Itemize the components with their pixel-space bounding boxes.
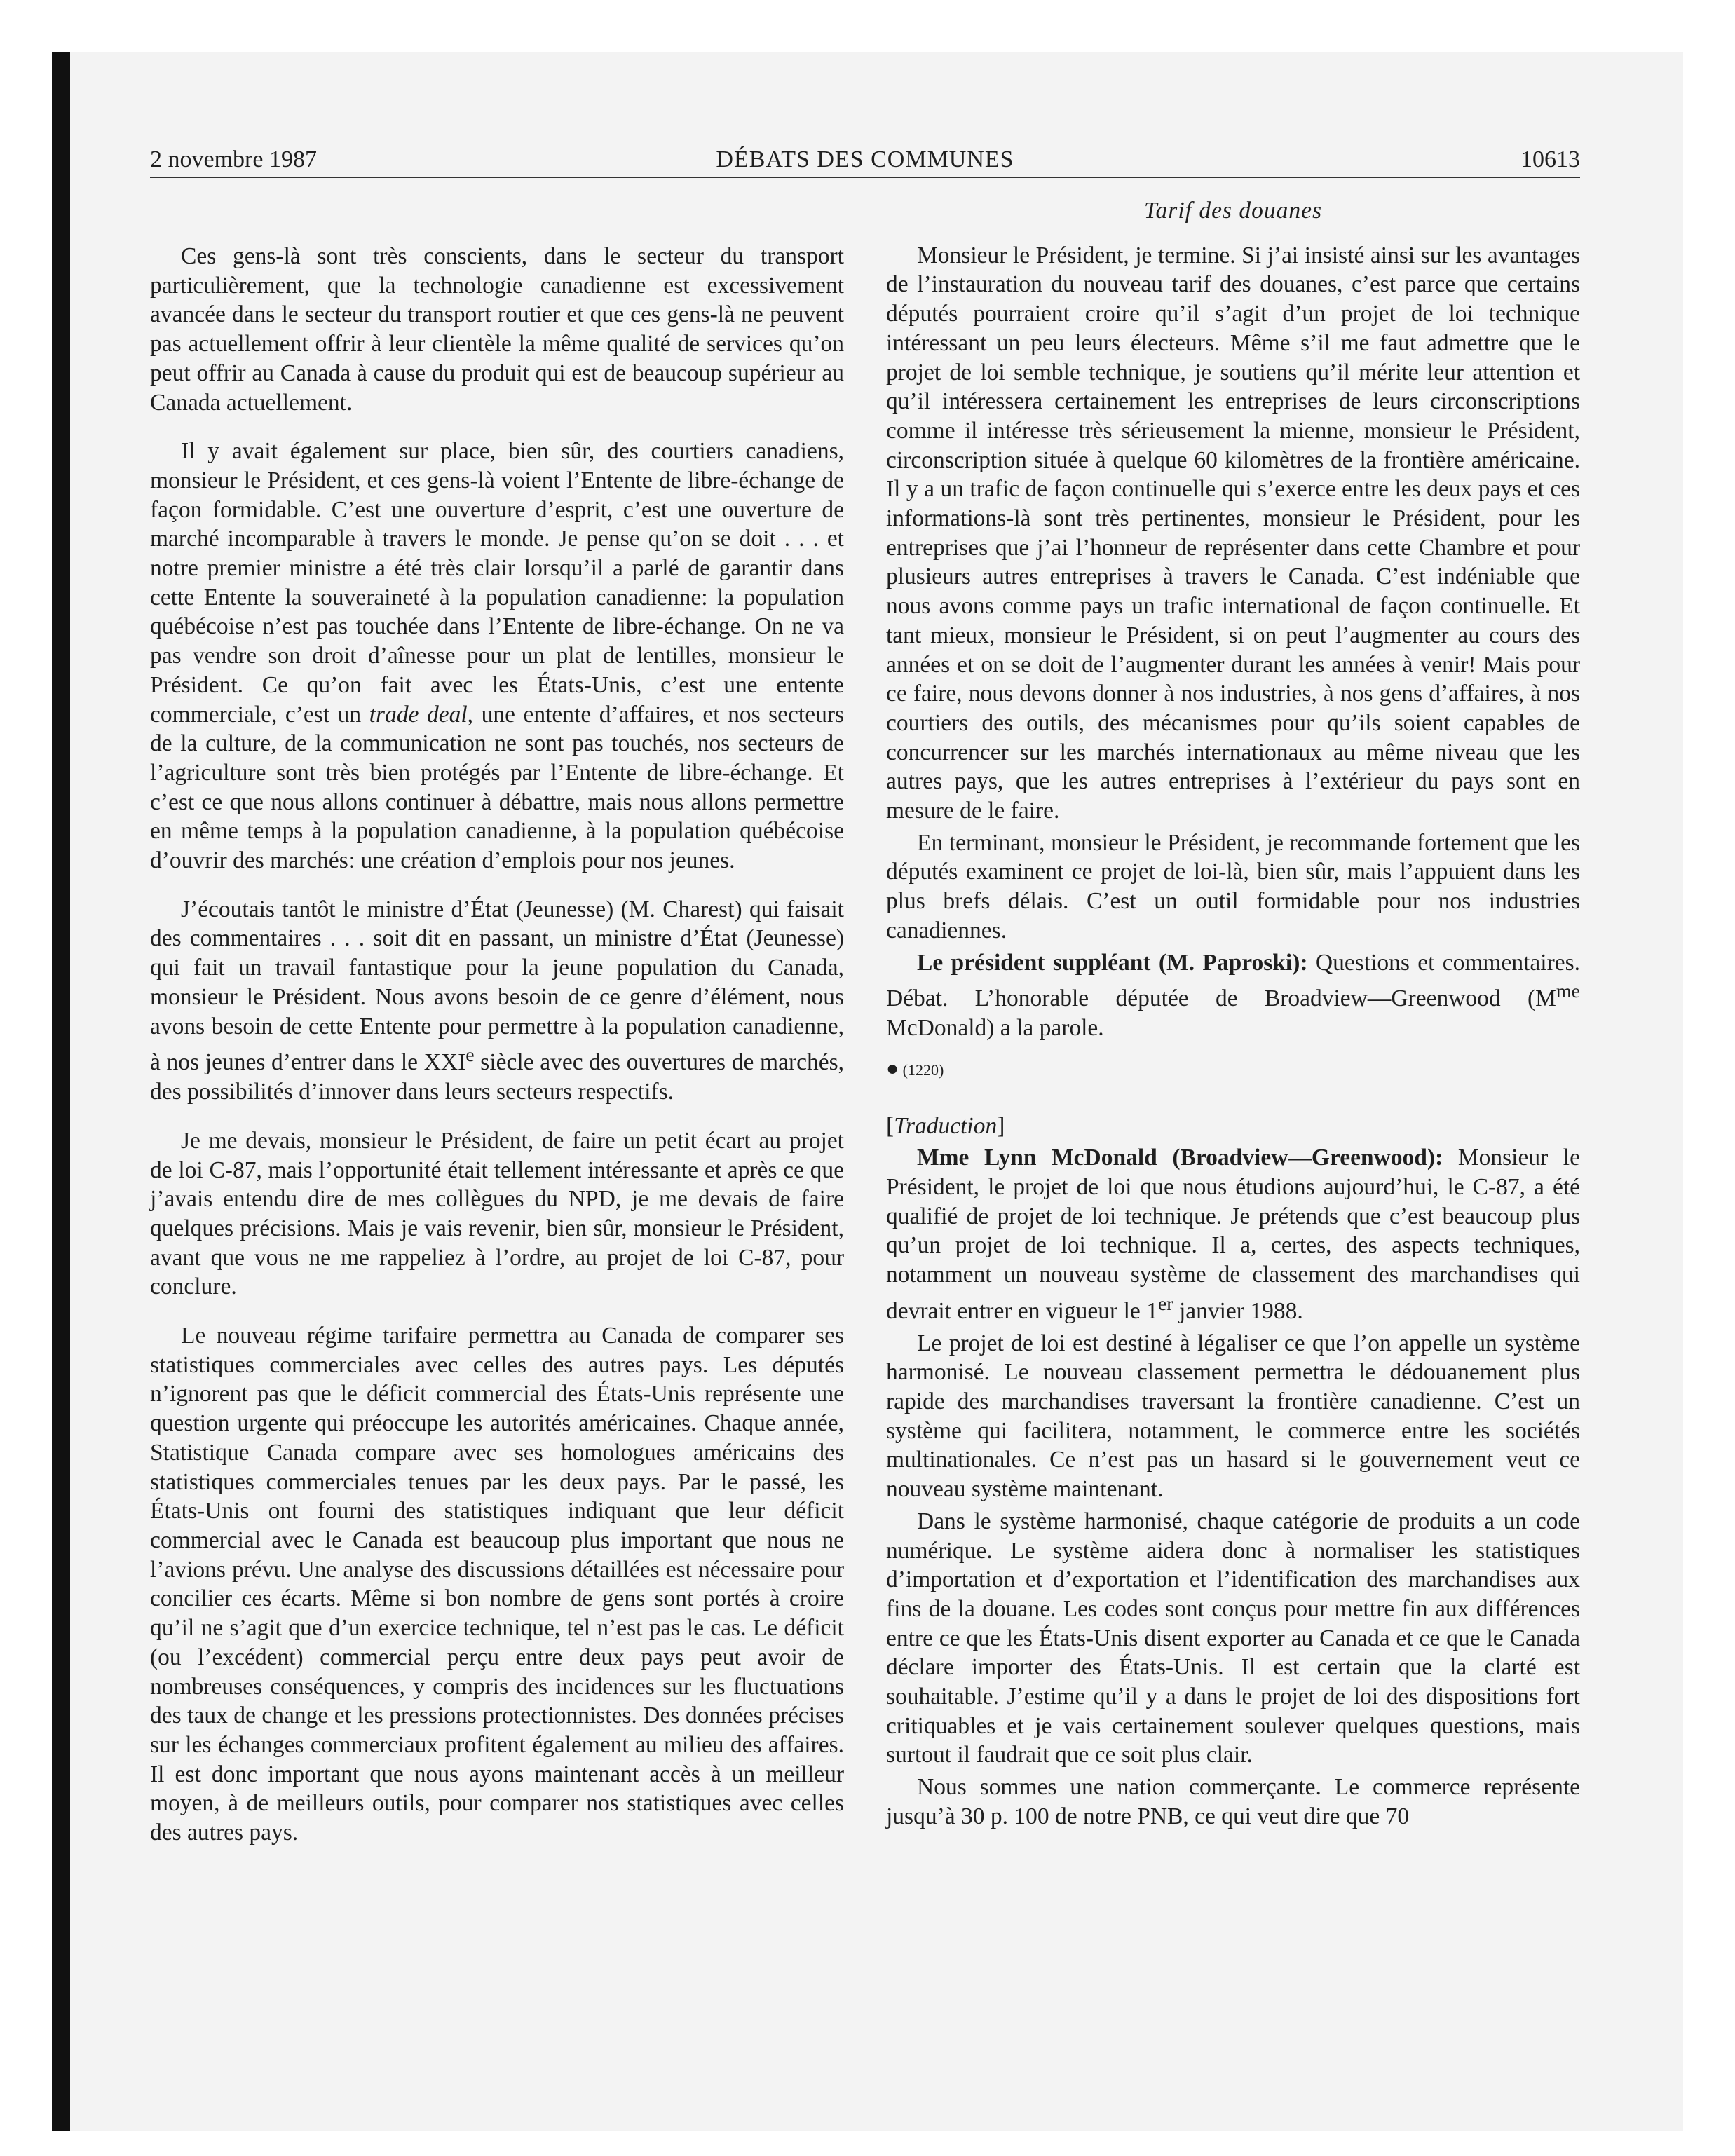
translation-note: [Traduction] (886, 1112, 1005, 1139)
text-run: Monsieur le Président, le projet de loi que nous étudions aujourd’hui, le C-87, a été qualifié de projet de loi technique. Je prétends que c’est beaucoup plus qu’un projet de loi technique. Il a, certes, des aspects techniques, notamment un nouveau système de classement des marchandises qui devrait entrer en vigueur le 1 (886, 1145, 1580, 1324)
translation-note-text: Traduction (894, 1112, 998, 1139)
paragraph: Le nouveau régime tarifaire permettra au Canada de comparer ses statistiques commerciales avec celles des autres pays. Les députés n’ignorent pas que le déficit commercial des États-Unis représente une question urgente qui préoccupe les autorités américaines. Chaque année, Statistique Canada compare avec ses homologues américains des statistiques commerciales tenues par les deux pays. Par le passé, les États-Unis ont fourni des statistiques indiquant que leur déficit commercial avec le Canada est beaucoup plus important que nous ne l’avions prévu. Une analyse des discussions détaillées est nécessaire pour concilier ces écarts. Même si bon nombre de gens sont portés à croire qu’il ne s’agit que d’un exercice technique, tel n’est pas le cas. Le déficit (ou l’excédent) commercial perçu entre deux pays peut avoir de nombreuses conséquences, y compris des incidences sur les fluctuations des taux de change et les pressions protectionnistes. Des données précises sur les échanges commerciaux profitent également au milieu des affaires. Il est donc important que nous ayons maintenant accès à un meilleur moyen, à de meilleurs outils, pour comparer nos statistiques avec celles des autres pays. (150, 1323, 844, 1846)
superscript: me (1556, 981, 1580, 1003)
left-column (150, 242, 844, 1848)
superscript: er (1157, 1292, 1173, 1315)
text-run: McDonald) a la parole. (886, 1015, 1104, 1042)
paragraph: Monsieur le Président, je termine. Si j’ai insisté ainsi sur les avantages de l’instauration du nouveau tarif des douanes, c’est parce que certains députés pourraient croire qu’il s’agit d’un projet de loi technique intéressant un peu leurs électeurs. Même s’il me faut admettre que le projet de loi semble technique, je soutiens qu’il mérite leur attention et qu’il intéressera certainement les entreprises de leurs circonscriptions comme il intéresse très sérieusement la mienne, monsieur le Président, circonscription située à quelque 60 kilomètres de la frontière américaine. Il y a un trafic de façon continuelle qui s’exerce entre les deux pays et ces informations-là sont très pertinentes, monsieur le Président, pour les entreprises que j’ai l’honneur de représenter dans cette Chambre et pour plusieurs autres entreprises à travers le Canada. C’est indéniable que nous avons comme pays un trafic international de façon continuelle. Et tant mieux, monsieur le Président, si on peut l’augmenter au cours des années et on se doit de l’augmenter durant les années à venir! Mais pour ce faire, nous devons donner à nos industries, à nos gens d’affaires, à nos courtiers des outils, des mécanismes pour qu’ils soient capables de concurrencer sur les marchés internationaux au même niveau que les autres pays, que les autres entreprises à l’extérieur du pays sont en mesure de le faire. (886, 242, 1580, 824)
speaker-name: Le président suppléant (M. Paproski): (917, 949, 1308, 976)
right-column (886, 196, 1580, 1831)
paragraph: Le projet de loi est destiné à légaliser ce que l’on appelle un système harmonisé. Le nouveau classement permettra le dédouanement plus rapide des marchandises traversant la frontière canadienne. C’est un système qui facilitera, notamment, le commerce entre les sociétés multinationales. Ce n’est pas un hasard si le gouvernement veut ce nouveau système maintenant. (886, 1330, 1580, 1503)
text-run: J’écoutais tantôt le ministre d’État (Jeunesse) (M. Charest) qui faisait des commentaires . . . soit dit en passant, un ministre d’État (Jeunesse) qui fait un travail fantastique pour la jeune population du Canada, monsieur le Président. Nous avons besoin de ce genre d’élément, nous avons besoin de cette Entente pour permettre à la population canadienne, à nos jeunes d’entrer dans le XXI (150, 896, 844, 1076)
text-run: , une entente d’affaires, et nos secteurs de la culture, de la communication ne sont pas touchés, nos secteurs de l’agriculture sont très bien protégés par l’Entente de libre-échange. Et c’est ce que nous allons continuer à débattre, mais nous allons permettre en même temps à la population canadienne, à la population québécoise d’ouvrir des marchés: une création d’emplois pour nos jeunes. (150, 701, 845, 874)
speaker-name: Mme Lynn McDonald (Broadview—Greenwood): (917, 1145, 1443, 1171)
paragraph: En terminant, monsieur le Président, je recommande fortement que les députés examinent ce projet de loi-là, bien sûr, mais l’appuient dans les plus brefs délais. C’est un outil formidable pour nos industries canadiennes. (886, 829, 1580, 943)
paragraph: Je me devais, monsieur le Président, de faire un petit écart au projet de loi C-87, mais l’opportunité était tellement intéressante et après ce que j’avais entendu dire de mes collègues du NPD, je me devais de faire quelques précisions. Mais je vais revenir, bien sûr, monsieur le Président, avant que vous ne me rappeliez à l’ordre, au projet de loi C-87, pour conclure. (150, 1127, 844, 1300)
text-run: Il y avait également sur place, bien sûr, des courtiers canadiens, monsieur le Président, et ces gens-là voient l’Entente de libre-échange de façon formidable. C’est une ouverture d’esprit, c’est une ouverture de marché incomparable à travers le monde. Je pense qu’on se doit . . . et notre premier ministre a été très clair lorsqu’il a parlé de garantir dans cette Entente la souveraineté à la population canadienne: la population québécoise n’est pas touchée dans l’Entente de libre-échange. On ne va pas vendre son droit d’aînesse pour un plat de lentilles, monsieur le Président. Ce qu’on fait avec les États-Unis, c’est une entente commerciale, c’est un (150, 438, 844, 728)
binding-edge (52, 52, 70, 2131)
emphasis-text: trade deal (369, 701, 468, 728)
superscript: e (465, 1044, 475, 1067)
paragraph: Nous sommes une nation commerçante. Le commerce représente jusqu’à 30 p. 100 de notre PNB, ce qui veut dire que 70 (886, 1774, 1580, 1829)
time-marker (886, 1054, 1580, 1085)
header-title: DÉBATS DES COMMUNES (716, 146, 1014, 172)
paragraph: Ces gens-là sont très conscients, dans le secteur du transport particulièrement, que la technologie canadienne est excessivement avancée dans le secteur du transport routier et que ces gens-là ne peuvent pas actuellement offrir à leur clientèle la même qualité de services qu’on peut offrir au Canada à cause du produit qui est de beaucoup supérieur au Canada actuellement. (150, 243, 844, 416)
page-number: 10613 (1520, 146, 1580, 172)
paragraph (150, 895, 844, 1107)
section-title: Tarif des douanes (1143, 198, 1323, 224)
text-run: siècle avec des ouvertures de marchés, des possibilités d’innover dans leurs secteurs respectifs. (150, 1049, 844, 1105)
text-run: Questions et commentaires. Débat. L’honorable députée de Broadview—Greenwood (M (886, 949, 1581, 1012)
paragraph (886, 948, 1580, 1043)
time-marker-text: (1220) (902, 1060, 944, 1079)
bullet-icon: ● (886, 1056, 899, 1080)
paragraph (886, 1143, 1580, 1325)
paragraph (150, 437, 844, 875)
running-header (150, 140, 1580, 178)
header-date: 2 novembre 1987 (150, 146, 317, 172)
paragraph: Dans le système harmonisé, chaque catégorie de produits a un code numérique. Le système aidera donc à normaliser les statistiques d’importation et d’exportation et l’identification des marchandises aux fins de la douane. Les codes sont conçus pour mettre fin aux différences entre ce que les États-Unis disent exporter au Canada et ce que le Canada déclare importer des États-Unis. Il est certain que la clarté est souhaitable. J’estime qu’il y a dans le projet de loi des dispositions fort critiquables et je vais certainement soulever quelques questions, mais surtout il faudrait que ce soit plus clair. (886, 1508, 1580, 1768)
text-run: janvier 1988. (1173, 1297, 1303, 1324)
